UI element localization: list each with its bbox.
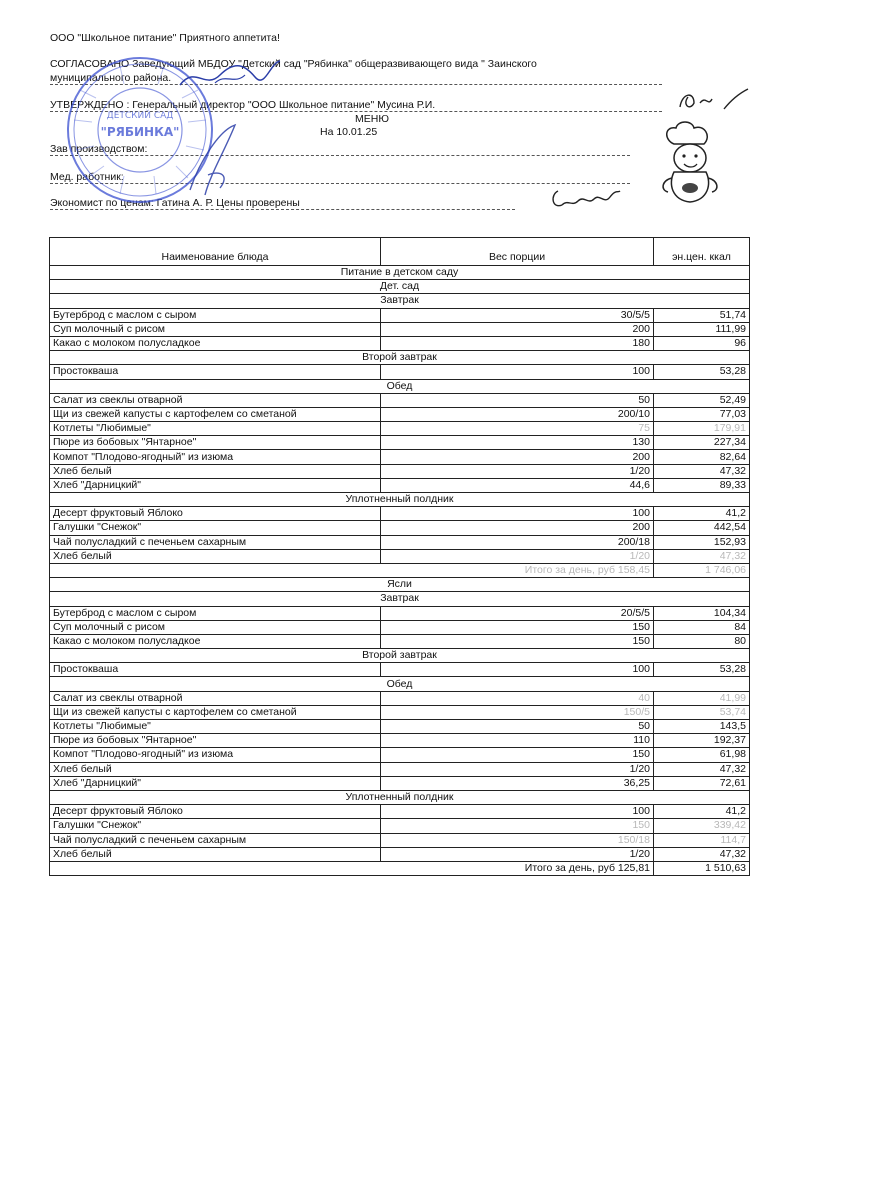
portion-weight-cell: 180	[381, 336, 654, 350]
menu-table	[49, 237, 750, 876]
day-total-label: Итого за день, руб 125,81	[50, 861, 654, 875]
section-label: Обед	[50, 379, 750, 393]
dotted-rule	[50, 183, 630, 184]
portion-weight-cell: 200	[381, 521, 654, 535]
kcal-cell: 82,64	[654, 450, 750, 464]
total-row	[50, 563, 750, 577]
dish-name-cell: Простокваша	[50, 365, 381, 379]
table-row	[50, 393, 750, 407]
dish-name-cell: Щи из свежей капусты с картофелем со сметаной	[50, 407, 381, 421]
kcal-cell: 80	[654, 634, 750, 648]
table-row	[50, 521, 750, 535]
section-row	[50, 266, 750, 280]
dish-name-cell: Котлеты "Любимые"	[50, 422, 381, 436]
kcal-cell: 47,32	[654, 762, 750, 776]
section-row	[50, 280, 750, 294]
dish-name-cell: Салат из свеклы отварной	[50, 691, 381, 705]
stamp-center-text: "РЯБИНКА"	[100, 125, 180, 139]
menu-date: На 10.01.25	[320, 126, 378, 138]
table-row	[50, 734, 750, 748]
kcal-cell: 192,37	[654, 734, 750, 748]
kcal-cell: 41,2	[654, 805, 750, 819]
table-row	[50, 365, 750, 379]
dish-name-cell: Десерт фруктовый Яблоко	[50, 805, 381, 819]
section-label: Ясли	[50, 578, 750, 592]
production-manager-line: Зав производством:	[50, 143, 148, 155]
section-row	[50, 351, 750, 365]
dish-name-cell: Какао с молоком полусладкое	[50, 634, 381, 648]
portion-weight-cell: 130	[381, 436, 654, 450]
dish-name-cell: Чай полусладкий с печеньем сахарным	[50, 535, 381, 549]
kcal-cell: 53,28	[654, 663, 750, 677]
kcal-cell: 227,34	[654, 436, 750, 450]
table-row	[50, 748, 750, 762]
kcal-cell: 53,74	[654, 705, 750, 719]
portion-weight-cell: 1/20	[381, 762, 654, 776]
section-label: Питание в детском саду	[50, 266, 750, 280]
kcal-cell: 96	[654, 336, 750, 350]
day-total-kcal: 1 746,06	[654, 563, 750, 577]
table-row	[50, 549, 750, 563]
kcal-cell: 143,5	[654, 720, 750, 734]
day-total-label: Итого за день, руб 158,45	[50, 563, 654, 577]
kcal-cell: 47,32	[654, 549, 750, 563]
kcal-cell: 77,03	[654, 407, 750, 421]
dish-name-cell: Пюре из бобовых "Янтарное"	[50, 436, 381, 450]
day-total-kcal: 1 510,63	[654, 861, 750, 875]
menu-table-body	[50, 266, 750, 876]
table-row	[50, 478, 750, 492]
table-row	[50, 720, 750, 734]
portion-weight-cell: 1/20	[381, 847, 654, 861]
dish-name-cell: Чай полусладкий с печеньем сахарным	[50, 833, 381, 847]
stamp-top-text: ДЕТСКИЙ САД	[106, 111, 174, 121]
table-row	[50, 450, 750, 464]
economist-signature-icon	[548, 185, 623, 213]
section-row	[50, 790, 750, 804]
portion-weight-cell: 200	[381, 322, 654, 336]
portion-weight-cell: 110	[381, 734, 654, 748]
total-row	[50, 861, 750, 875]
dotted-rule	[50, 209, 515, 210]
dish-name-cell: Компот "Плодово-ягодный" из изюма	[50, 450, 381, 464]
portion-weight-cell: 1/20	[381, 464, 654, 478]
dish-name-cell: Хлеб "Дарницкий"	[50, 478, 381, 492]
chef-mascot-icon	[650, 118, 730, 208]
kcal-cell: 47,32	[654, 464, 750, 478]
portion-weight-cell: 200/10	[381, 407, 654, 421]
portion-weight-cell: 200/18	[381, 535, 654, 549]
table-row	[50, 606, 750, 620]
approved-line: СОГЛАСОВАНО Заведующий МБДОУ "Детский сад "Рябинка" общеразвивающего вида " Заинского	[50, 58, 537, 70]
portion-weight-cell: 75	[381, 422, 654, 436]
section-label: Обед	[50, 677, 750, 691]
table-row	[50, 422, 750, 436]
table-row	[50, 663, 750, 677]
table-row	[50, 535, 750, 549]
column-header-kcal: эн.цен. ккал	[654, 238, 750, 266]
portion-weight-cell: 100	[381, 805, 654, 819]
dish-name-cell: Пюре из бобовых "Янтарное"	[50, 734, 381, 748]
dish-name-cell: Салат из свеклы отварной	[50, 393, 381, 407]
section-row	[50, 493, 750, 507]
dish-name-cell: Бутерброд с маслом с сыром	[50, 606, 381, 620]
dish-name-cell: Хлеб "Дарницкий"	[50, 776, 381, 790]
section-row	[50, 677, 750, 691]
initials-mark-icon	[672, 85, 752, 115]
portion-weight-cell: 44,6	[381, 478, 654, 492]
table-row	[50, 308, 750, 322]
portion-weight-cell: 100	[381, 507, 654, 521]
table-header-row	[50, 238, 750, 266]
dotted-rule	[50, 155, 630, 156]
dish-name-cell: Галушки "Снежок"	[50, 521, 381, 535]
dish-name-cell: Какао с молоком полусладкое	[50, 336, 381, 350]
kcal-cell: 61,98	[654, 748, 750, 762]
dotted-rule	[50, 111, 662, 112]
kcal-cell: 152,93	[654, 535, 750, 549]
kcal-cell: 442,54	[654, 521, 750, 535]
kcal-cell: 111,99	[654, 322, 750, 336]
table-row	[50, 436, 750, 450]
portion-weight-cell: 100	[381, 365, 654, 379]
dish-name-cell: Суп молочный с рисом	[50, 620, 381, 634]
organization-line: ООО "Школьное питание" Приятного аппетита!	[50, 32, 280, 44]
dish-name-cell: Хлеб белый	[50, 762, 381, 776]
portion-weight-cell: 150/5	[381, 705, 654, 719]
dish-name-cell: Галушки "Снежок"	[50, 819, 381, 833]
portion-weight-cell: 50	[381, 720, 654, 734]
table-row	[50, 464, 750, 478]
kcal-cell: 52,49	[654, 393, 750, 407]
table-row	[50, 833, 750, 847]
section-label: Завтрак	[50, 294, 750, 308]
table-row	[50, 847, 750, 861]
section-row	[50, 294, 750, 308]
kcal-cell: 179,91	[654, 422, 750, 436]
dish-name-cell: Бутерброд с маслом с сыром	[50, 308, 381, 322]
table-row	[50, 819, 750, 833]
table-row	[50, 776, 750, 790]
kcal-cell: 114,7	[654, 833, 750, 847]
approved-line-continued: муниципального района.	[50, 72, 172, 84]
section-label: Уплотненный полдник	[50, 790, 750, 804]
kcal-cell: 51,74	[654, 308, 750, 322]
table-row	[50, 691, 750, 705]
table-row	[50, 620, 750, 634]
table-row	[50, 336, 750, 350]
portion-weight-cell: 100	[381, 663, 654, 677]
medical-worker-line: Мед. работник:	[50, 171, 124, 183]
table-row	[50, 507, 750, 521]
portion-weight-cell: 20/5/5	[381, 606, 654, 620]
portion-weight-cell: 150	[381, 819, 654, 833]
section-row	[50, 592, 750, 606]
section-row	[50, 379, 750, 393]
dish-name-cell: Щи из свежей капусты с картофелем со сметаной	[50, 705, 381, 719]
table-row	[50, 407, 750, 421]
table-row	[50, 322, 750, 336]
kcal-cell: 84	[654, 620, 750, 634]
section-row	[50, 578, 750, 592]
column-header-dish: Наименование блюда	[50, 238, 381, 266]
table-row	[50, 634, 750, 648]
section-label: Уплотненный полдник	[50, 493, 750, 507]
portion-weight-cell: 200	[381, 450, 654, 464]
kcal-cell: 41,2	[654, 507, 750, 521]
dish-name-cell: Хлеб белый	[50, 464, 381, 478]
section-row	[50, 649, 750, 663]
kcal-cell: 41,99	[654, 691, 750, 705]
economist-line: Экономист по ценам: Гатина А. Р. Цены проверены	[50, 197, 300, 209]
kcal-cell: 47,32	[654, 847, 750, 861]
section-label: Второй завтрак	[50, 649, 750, 663]
portion-weight-cell: 1/20	[381, 549, 654, 563]
section-label: Дет. сад	[50, 280, 750, 294]
section-label: Завтрак	[50, 592, 750, 606]
column-header-weight: Вес порции	[381, 238, 654, 266]
dish-name-cell: Компот "Плодово-ягодный" из изюма	[50, 748, 381, 762]
kcal-cell: 89,33	[654, 478, 750, 492]
portion-weight-cell: 150/18	[381, 833, 654, 847]
dish-name-cell: Простокваша	[50, 663, 381, 677]
portion-weight-cell: 30/5/5	[381, 308, 654, 322]
kcal-cell: 53,28	[654, 365, 750, 379]
portion-weight-cell: 150	[381, 620, 654, 634]
kcal-cell: 104,34	[654, 606, 750, 620]
table-row	[50, 805, 750, 819]
portion-weight-cell: 40	[381, 691, 654, 705]
medical-signature-icon	[180, 120, 250, 200]
dotted-rule	[50, 84, 662, 85]
section-label: Второй завтрак	[50, 351, 750, 365]
dish-name-cell: Хлеб белый	[50, 847, 381, 861]
dish-name-cell: Суп молочный с рисом	[50, 322, 381, 336]
kcal-cell: 339,42	[654, 819, 750, 833]
portion-weight-cell: 50	[381, 393, 654, 407]
menu-title: МЕНЮ	[355, 113, 389, 125]
portion-weight-cell: 150	[381, 748, 654, 762]
kcal-cell: 72,61	[654, 776, 750, 790]
table-row	[50, 762, 750, 776]
dish-name-cell: Котлеты "Любимые"	[50, 720, 381, 734]
confirmed-line: УТВЕРЖДЕНО : Генеральный директор "ООО Школьное питание" Мусина Р.И.	[50, 99, 436, 111]
table-row	[50, 705, 750, 719]
portion-weight-cell: 36,25	[381, 776, 654, 790]
dish-name-cell: Хлеб белый	[50, 549, 381, 563]
portion-weight-cell: 150	[381, 634, 654, 648]
dish-name-cell: Десерт фруктовый Яблоко	[50, 507, 381, 521]
